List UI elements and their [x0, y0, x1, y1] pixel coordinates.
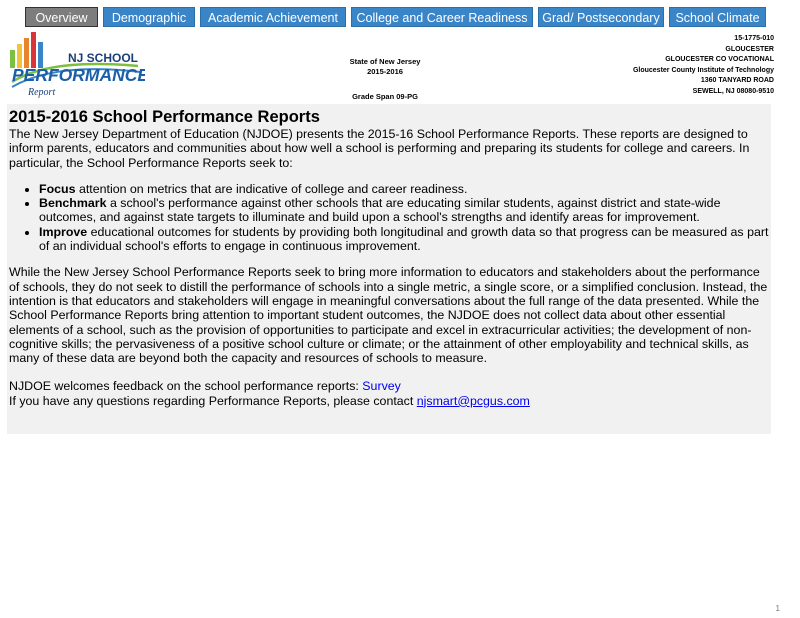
- overview-panel: [7, 104, 771, 434]
- tab-grad-postsecondary[interactable]: Grad/ Postsecondary: [538, 7, 664, 27]
- county-name: GLOUCESTER: [725, 45, 774, 53]
- year-label: 2015-2016: [367, 67, 403, 76]
- tab-overview[interactable]: Overview: [25, 7, 98, 27]
- school-address: 1360 TANYARD ROAD: [700, 77, 774, 85]
- report-tabs: [25, 7, 766, 27]
- school-code: 15-1775-010: [734, 35, 774, 42]
- school-name: Gloucester County Institute of Technology: [632, 66, 774, 74]
- list-item: • Focus attention on metrics that are indicative of college and career readiness.: [39, 182, 769, 196]
- list-item: • Benchmark a school's performance against other schools that are educating similar students, against district and state-wide outcomes, and against state targets to illuminate and build upon a school's strengths and identify areas for improvement.: [39, 196, 769, 225]
- svg-text:NJ SCHOOL: NJ SCHOOL: [68, 51, 139, 65]
- intro-paragraph: The New Jersey Department of Education (NJDOE) presents the 2015-16 School Performance Reports. These reports are designed to inform parents, educators and communities about how well a school is performing and preparing its students for college and careers. In particular, the School Performance Reports seek to:: [9, 127, 750, 170]
- feedback-line: NJDOE welcomes feedback on the school performance reports: Survey: [9, 379, 401, 394]
- tab-academic-achievement[interactable]: Academic Achievement: [200, 7, 346, 27]
- svg-text:Report: Report: [28, 87, 56, 98]
- district-name: GLOUCESTER CO VOCATIONAL: [665, 56, 774, 64]
- limitations-paragraph: While the New Jersey School Performance Reports seek to bring more information to educators and stakeholders about the performance of schools, they do not seek to distill the performance of schools into a single metric, a single score, or a simplified conclusion. Instead, the intention is that educators and stakeholders will engage in meaningful conversations about the full range of the data presented. While the School Performance Reports bring attention to important student outcomes, the NJDOE does not collect data about other essential elements of a school, such as the provision of opportunities to participate and excel in extracurricular activities; the development of non-cognitive skills; the pervasiveness of a positive school culture or climate; or the attainment of other employability and technical skills, as many of these data are beyond both the capacity and resources of schools to measure.: [9, 265, 768, 366]
- list-item: • Improve educational outcomes for students by providing both longitudinal and growth data so that progress can be measured as part of an individual school's efforts to engage in continuous improvement.: [39, 225, 769, 254]
- school-city: SEWELL, NJ 08080-9510: [692, 87, 774, 95]
- report-context: [320, 57, 450, 102]
- grade-span-label: Grade Span 09-PG: [352, 92, 418, 101]
- contact-line: If you have any questions regarding Performance Reports, please contact njsmart@pcgus.com: [9, 393, 530, 408]
- tab-school-climate[interactable]: School Climate: [669, 7, 766, 27]
- svg-text:PERFORMANCE: PERFORMANCE: [12, 65, 145, 85]
- tab-demographic[interactable]: Demographic: [103, 7, 195, 27]
- state-label: State of New Jersey: [349, 57, 421, 66]
- contact-email-link[interactable]: njsmart@pcgus.com: [416, 393, 530, 408]
- school-info: [633, 34, 774, 98]
- nj-school-performance-logo: [10, 32, 145, 102]
- goals-list: [9, 182, 769, 253]
- page-title: 2015-2016 School Performance Reports: [9, 108, 320, 126]
- survey-link[interactable]: Survey: [362, 379, 401, 394]
- tab-college-career-readiness[interactable]: College and Career Readiness: [351, 7, 533, 27]
- page-number: 1: [775, 604, 780, 613]
